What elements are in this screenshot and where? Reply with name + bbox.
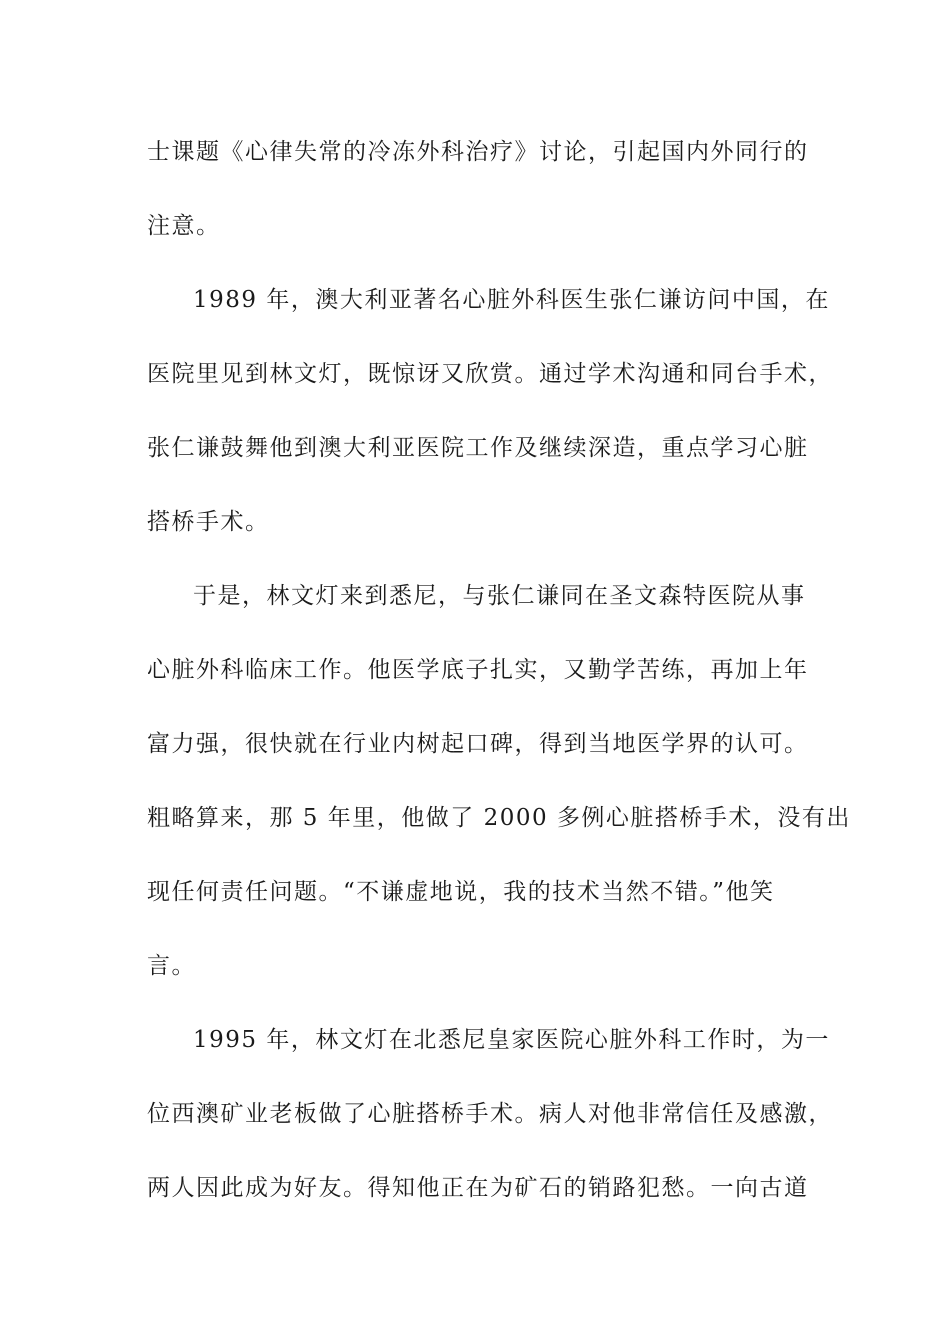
text-line: 医院里见到林文灯，既惊讶又欣赏。通过学术沟通和同台手术，: [147, 361, 833, 387]
text-line: 注意。: [147, 213, 221, 239]
text-line: 言。: [147, 953, 196, 979]
text-line: 心脏外科临床工作。他医学底子扎实，又勤学苦练，再加上年: [147, 657, 809, 683]
text-line: 搭桥手术。: [147, 509, 270, 535]
paragraph-start-line: 1995 年，林文灯在北悉尼皇家医院心脏外科工作时，为一: [193, 1027, 830, 1053]
text-line: 两人因此成为好友。得知他正在为矿石的销路犯愁。一向古道: [147, 1175, 809, 1201]
text-line: 张仁谦鼓舞他到澳大利亚医院工作及继续深造，重点学习心脏: [147, 435, 809, 461]
text-line: 士课题《心律失常的冷冻外科治疗》讨论，引起国内外同行的: [147, 139, 809, 165]
text-line: 粗略算来，那 5 年里，他做了 2000 多例心脏搭桥手术，没有出: [147, 805, 851, 831]
text-line: 富力强，很快就在行业内树起口碑，得到当地医学界的认可。: [147, 731, 809, 757]
text-line: 位西澳矿业老板做了心脏搭桥手术。病人对他非常信任及感激，: [147, 1101, 833, 1127]
paragraph-start-line: 1989 年，澳大利亚著名心脏外科医生张仁谦访问中国，在: [193, 287, 830, 313]
paragraph-start-line: 于是，林文灯来到悉尼，与张仁谦同在圣文森特医院从事: [193, 583, 806, 609]
text-line: 现任何责任问题。“不谦虚地说，我的技术当然不错。”他笑: [147, 879, 775, 905]
